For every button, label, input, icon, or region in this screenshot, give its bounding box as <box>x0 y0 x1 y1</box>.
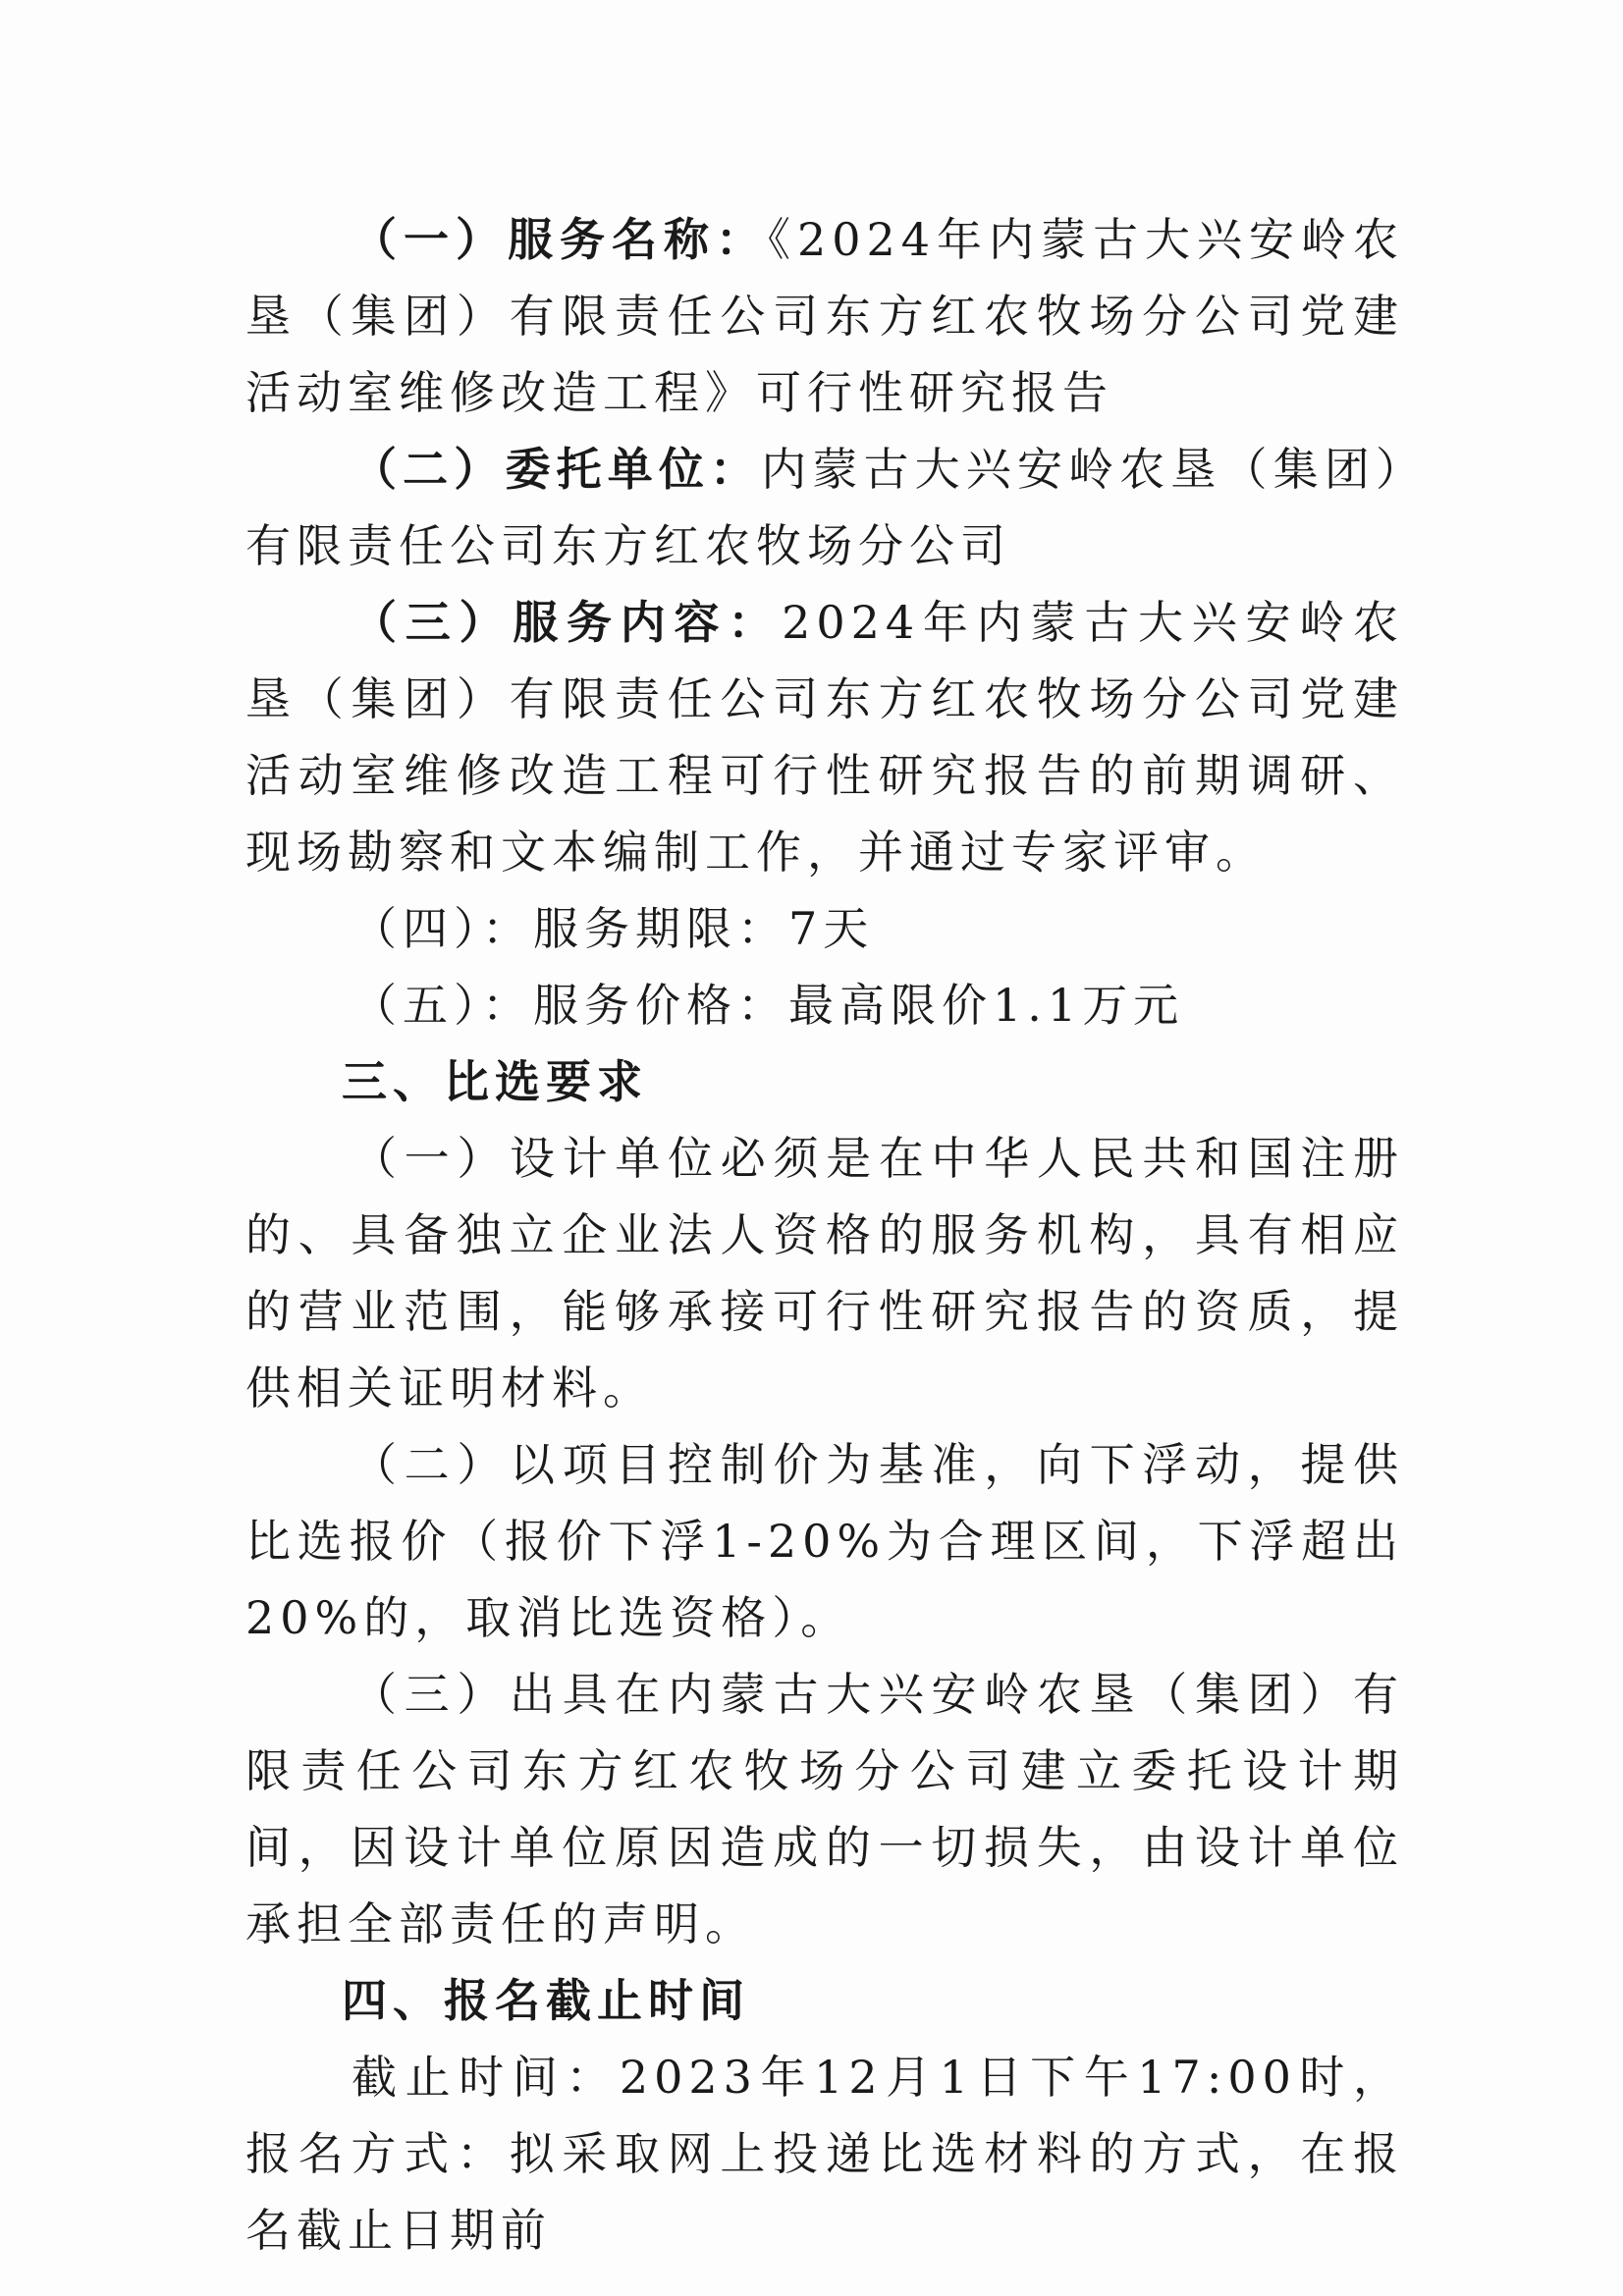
service-period-label: （四）：服务期限： <box>352 902 788 955</box>
deadline-heading: 四、报名截止时间 <box>342 1974 750 2027</box>
requirement-item: （三）出具在内蒙古大兴安岭农垦（集团）有限责任公司东方红农牧场分公司建立委托设计期间，因设计单位原因造成的一切损失，由设计单位承担全部责任的声明。 <box>245 1668 1404 1950</box>
service-name-paragraph <box>245 201 1404 431</box>
service-period-value: 7天 <box>788 902 875 955</box>
service-price-value: 最高限价1.1万元 <box>788 979 1185 1032</box>
requirements-heading: 三、比选要求 <box>342 1055 648 1108</box>
service-price-label: （五）：服务价格： <box>352 979 788 1032</box>
service-content-paragraph <box>245 584 1404 890</box>
requirement-item: （一）设计单位必须是在中华人民共和国注册的、具备独立企业法人资格的服务机构，具有相应的营业范围，能够承接可行性研究报告的资质，提供相关证明材料。 <box>245 1132 1404 1415</box>
service-content-value: 2024年内蒙古大兴安岭农垦（集团）有限责任公司东方红农牧场分公司党建活动室维修改造工程可行性研究报告的前期调研、现场勘察和文本编制工作，并通过专家评审。 <box>245 596 1405 879</box>
client-label: （二）委托单位： <box>352 443 762 496</box>
service-name-label: （一）服务名称： <box>352 213 768 266</box>
service-period-paragraph <box>245 890 1404 967</box>
service-content-label: （三）服务内容： <box>352 596 783 649</box>
document-body <box>245 201 1404 2269</box>
deadline-paragraph: 截止时间：2023年12月1日下午17:00时，报名方式：拟采取网上投递比选材料的方式，在报名截止日期前 <box>245 2051 1404 2257</box>
client-value: 内蒙古大兴安岭农垦（集团）有限责任公司东方红农牧场分公司 <box>245 443 1405 572</box>
client-paragraph <box>245 431 1404 584</box>
requirement-item: （二）以项目控制价为基准，向下浮动，提供比选报价（报价下浮1-20%为合理区间，下浮超出20%的，取消比选资格）。 <box>245 1438 1404 1644</box>
service-name-value: 《2024年内蒙古大兴安岭农垦（集团）有限责任公司东方红农牧场分公司党建活动室维修改造工程》可行性研究报告 <box>245 213 1404 419</box>
service-price-paragraph <box>245 967 1404 1043</box>
